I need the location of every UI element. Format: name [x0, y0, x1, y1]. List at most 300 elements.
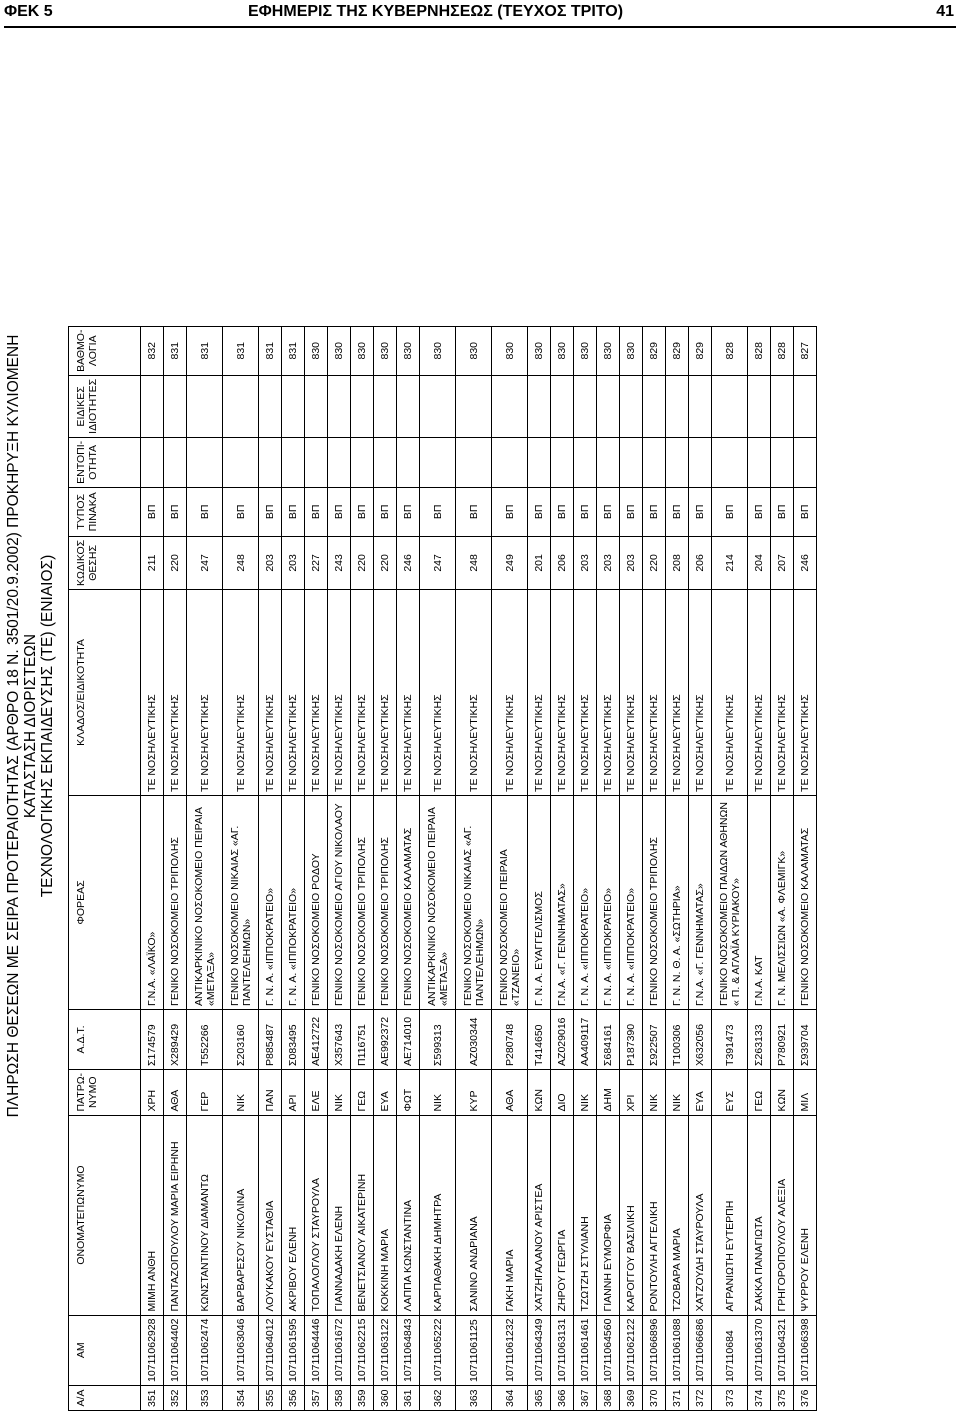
row-adt: ΑΕ992372: [374, 1009, 397, 1069]
row-position-code: 220: [164, 536, 187, 589]
row-patronymic: ΝΙΚ: [666, 1069, 689, 1115]
row-klados: ΤΕ ΝΟΣΗΛΕΥΤΙΚΗΣ: [456, 589, 492, 795]
col-header-special-status: ΕΙΔΙΚΕΣ ΙΔΙΟΤΗΤΕΣ: [69, 375, 141, 437]
row-score: 831: [259, 326, 282, 375]
row-position-code: 203: [282, 536, 305, 589]
row-list-type: ΒΠ: [528, 487, 551, 536]
row-position-code: 220: [374, 536, 397, 589]
row-list-type: ΒΠ: [794, 487, 817, 536]
row-patronymic: ΕΥΣ: [712, 1069, 748, 1115]
row-klados: ΤΕ ΝΟΣΗΛΕΥΤΙΚΗΣ: [282, 589, 305, 795]
row-position-code: 201: [528, 536, 551, 589]
document-title-line-2: ΚΑΤΑΣΤΑΣΗ ΔΙΟΡΙΣΤΕΩΝ: [22, 633, 39, 819]
row-foreas: Γ. Ν. Ν. Θ. Α. «ΣΩΤΗΡΙΑ»: [666, 795, 689, 1009]
row-klados: ΤΕ ΝΟΣΗΛΕΥΤΙΚΗΣ: [620, 589, 643, 795]
row-aa: 374: [748, 1386, 771, 1411]
row-klados: ΤΕ ΝΟΣΗΛΕΥΤΙΚΗΣ: [771, 589, 794, 795]
row-locality: [574, 437, 597, 487]
row-special-status: [492, 375, 528, 437]
row-patronymic: ΦΩΤ: [397, 1069, 420, 1115]
table-row: [666, 326, 689, 1410]
row-patronymic: ΝΙΚ: [643, 1069, 666, 1115]
row-list-type: ΒΠ: [748, 487, 771, 536]
row-klados: ΤΕ ΝΟΣΗΛΕΥΤΙΚΗΣ: [712, 589, 748, 795]
row-locality: [712, 437, 748, 487]
row-adt: ΑΕ714010: [397, 1009, 420, 1069]
row-am: 10711063046: [223, 1315, 259, 1385]
table-row: [328, 326, 351, 1410]
table-row: [164, 326, 187, 1410]
row-foreas: ΓΕΝΙΚΟ ΝΟΣΟΚΟΜΕΙΟ ΤΡΙΠΟΛΗΣ: [374, 795, 397, 1009]
table-row: [259, 326, 282, 1410]
col-header-adt: Α.Δ.Τ.: [69, 1009, 141, 1069]
table-row: [643, 326, 666, 1410]
row-name: ΤΟΠΑΛΟΓΛΟΥ ΣΤΑΥΡΟΥΛΑ: [305, 1115, 328, 1315]
row-adt: Ρ280748: [492, 1009, 528, 1069]
row-patronymic: ΑΡΙ: [282, 1069, 305, 1115]
row-locality: [397, 437, 420, 487]
row-special-status: [597, 375, 620, 437]
row-list-type: ΒΠ: [689, 487, 712, 536]
row-aa: 369: [620, 1386, 643, 1411]
row-score: 830: [397, 326, 420, 375]
row-am: 10711064012: [259, 1315, 282, 1385]
gazette-issue-label: ΦΕΚ 5: [4, 3, 53, 20]
row-special-status: [164, 375, 187, 437]
row-list-type: ΒΠ: [328, 487, 351, 536]
row-name: ΛΟΥΚΑΚΟΥ ΕΥΣΤΑΘΙΑ: [259, 1115, 282, 1315]
row-am: 107110684: [712, 1315, 748, 1385]
row-am: 10711066398: [794, 1315, 817, 1385]
row-position-code: 203: [597, 536, 620, 589]
row-score: 827: [794, 326, 817, 375]
row-score: 830: [620, 326, 643, 375]
table-row: [351, 326, 374, 1410]
row-aa: 373: [712, 1386, 748, 1411]
row-adt: Ρ780921: [771, 1009, 794, 1069]
row-locality: [141, 437, 164, 487]
row-list-type: ΒΠ: [712, 487, 748, 536]
row-list-type: ΒΠ: [620, 487, 643, 536]
row-list-type: ΒΠ: [456, 487, 492, 536]
row-foreas: ΓΕΝΙΚΟ ΝΟΣΟΚΟΜΕΙΟ ΑΓΙΟΥ ΝΙΚΟΛΑΟΥ: [328, 795, 351, 1009]
row-score: 830: [305, 326, 328, 375]
row-special-status: [748, 375, 771, 437]
table-row: [420, 326, 456, 1410]
row-adt: Σ922507: [643, 1009, 666, 1069]
row-position-code: 247: [420, 536, 456, 589]
row-special-status: [420, 375, 456, 437]
col-header-locality: ΕΝΤΟΠΙ- ΟΤΗΤΑ: [69, 437, 141, 487]
col-header-klados: ΚΛΑΔΟΣ/ΕΙΔΙΚΟΤΗΤΑ: [69, 589, 141, 795]
row-foreas: Γ.Ν.Α. «ΛΑΪΚΟ»: [141, 795, 164, 1009]
row-am: 10711064560: [597, 1315, 620, 1385]
row-am: 10711066686: [689, 1315, 712, 1385]
row-list-type: ΒΠ: [351, 487, 374, 536]
row-list-type: ΒΠ: [141, 487, 164, 536]
row-name: ΖΗΡΟΥ ΓΕΩΡΓΙΑ: [551, 1115, 574, 1315]
row-patronymic: ΔΗΜ: [597, 1069, 620, 1115]
row-locality: [420, 437, 456, 487]
row-adt: Χ632056: [689, 1009, 712, 1069]
row-patronymic: ΕΛΕ: [305, 1069, 328, 1115]
row-score: 831: [223, 326, 259, 375]
row-locality: [528, 437, 551, 487]
row-am: 10711063131: [551, 1315, 574, 1385]
row-klados: ΤΕ ΝΟΣΗΛΕΥΤΙΚΗΣ: [223, 589, 259, 795]
row-aa: 366: [551, 1386, 574, 1411]
row-score: 830: [574, 326, 597, 375]
row-klados: ΤΕ ΝΟΣΗΛΕΥΤΙΚΗΣ: [574, 589, 597, 795]
row-patronymic: ΕΥΑ: [374, 1069, 397, 1115]
table-row: [620, 326, 643, 1410]
row-aa: 368: [597, 1386, 620, 1411]
row-list-type: ΒΠ: [374, 487, 397, 536]
row-patronymic: ΔΙΟ: [551, 1069, 574, 1115]
row-name: ΓΙΑΝΝΑΔΑΚΗ ΕΛΕΝΗ: [328, 1115, 351, 1315]
table-row: [771, 326, 794, 1410]
row-special-status: [771, 375, 794, 437]
row-foreas: ΓΕΝΙΚΟ ΝΟΣΟΚΟΜΕΙΟ ΚΑΛΑΜΑΤΑΣ: [397, 795, 420, 1009]
row-locality: [597, 437, 620, 487]
row-list-type: ΒΠ: [597, 487, 620, 536]
gazette-title: ΕΦΗΜΕΡΙΣ ΤΗΣ ΚΥΒΕΡΝΗΣΕΩΣ (ΤΕΥΧΟΣ ΤΡΙΤΟ): [248, 3, 624, 20]
row-locality: [771, 437, 794, 487]
row-am: 10711064349: [528, 1315, 551, 1385]
row-score: 832: [141, 326, 164, 375]
row-locality: [794, 437, 817, 487]
row-foreas: ΓΕΝΙΚΟ ΝΟΣΟΚΟΜΕΙΟ ΝΙΚΑΙΑΣ «ΑΓ. ΠΑΝΤΕΛΕΗΜΩΝ»: [223, 795, 259, 1009]
row-locality: [456, 437, 492, 487]
row-position-code: 206: [689, 536, 712, 589]
row-am: 10711064402: [164, 1315, 187, 1385]
row-aa: 361: [397, 1386, 420, 1411]
col-header-score: ΒΑΘΜΟ- ΛΟΓΙΑ: [69, 326, 141, 375]
table-row: [141, 326, 164, 1410]
row-am: 10711065222: [420, 1315, 456, 1385]
row-special-status: [551, 375, 574, 437]
row-klados: ΤΕ ΝΟΣΗΛΕΥΤΙΚΗΣ: [164, 589, 187, 795]
row-position-code: 203: [620, 536, 643, 589]
row-klados: ΤΕ ΝΟΣΗΛΕΥΤΙΚΗΣ: [305, 589, 328, 795]
row-klados: ΤΕ ΝΟΣΗΛΕΥΤΙΚΗΣ: [328, 589, 351, 795]
table-body: [141, 326, 817, 1410]
row-locality: [492, 437, 528, 487]
row-special-status: [666, 375, 689, 437]
col-header-am: ΑΜ: [69, 1315, 141, 1385]
row-list-type: ΒΠ: [492, 487, 528, 536]
row-patronymic: ΓΕΩ: [351, 1069, 374, 1115]
row-score: 829: [666, 326, 689, 375]
table-row: [574, 326, 597, 1410]
table-row: [374, 326, 397, 1410]
row-am: 10711061461: [574, 1315, 597, 1385]
row-adt: ΑΑ409117: [574, 1009, 597, 1069]
row-name: ΒΑΡΒΑΡΕΣΟΥ ΝΙΚΟΛΙΝΑ: [223, 1115, 259, 1315]
row-position-code: 246: [397, 536, 420, 589]
row-patronymic: ΕΥΑ: [689, 1069, 712, 1115]
row-name: ΑΓΡΑΝΙΩΤΗ ΕΥΤΕΡΠΗ: [712, 1115, 748, 1315]
row-position-code: 204: [748, 536, 771, 589]
row-aa: 356: [282, 1386, 305, 1411]
row-patronymic: ΚΩΝ: [771, 1069, 794, 1115]
row-position-code: 227: [305, 536, 328, 589]
row-foreas: Γ.Ν.Α. ΚΑΤ: [748, 795, 771, 1009]
row-list-type: ΒΠ: [282, 487, 305, 536]
document-title-line-3: ΤΕΧΝΟΛΟΓΙΚΗΣ ΕΚΠΑΙΔΕΥΣΗΣ (ΤΕ) (ΕΝΙΑΙΟΣ): [39, 554, 56, 898]
row-patronymic: ΧΡΙ: [620, 1069, 643, 1115]
row-patronymic: ΝΙΚ: [574, 1069, 597, 1115]
row-list-type: ΒΠ: [164, 487, 187, 536]
row-patronymic: ΚΥΡ: [456, 1069, 492, 1115]
row-special-status: [794, 375, 817, 437]
row-foreas: Γ.Ν.Α. «Γ. ΓΕΝΝΗΜΑΤΑΣ»: [689, 795, 712, 1009]
row-name: ΧΑΤΖΗΓΑΛΑΝΟΥ ΑΡΙΣΤΕΑ: [528, 1115, 551, 1315]
row-foreas: ΓΕΝΙΚΟ ΝΟΣΟΚΟΜΕΙΟ ΠΕΙΡΑΙΑ «ΤΖΑΝΕΙΟ»: [492, 795, 528, 1009]
document-title-block: [5, 36, 56, 1416]
row-adt: Χ289429: [164, 1009, 187, 1069]
row-special-status: [374, 375, 397, 437]
row-foreas: ΓΕΝΙΚΟ ΝΟΣΟΚΟΜΕΙΟ ΡΟΔΟΥ: [305, 795, 328, 1009]
table-row: [597, 326, 620, 1410]
row-special-status: [620, 375, 643, 437]
row-aa: 357: [305, 1386, 328, 1411]
row-aa: 367: [574, 1386, 597, 1411]
row-aa: 352: [164, 1386, 187, 1411]
row-position-code: 243: [328, 536, 351, 589]
row-adt: Χ357643: [328, 1009, 351, 1069]
row-position-code: 211: [141, 536, 164, 589]
row-locality: [666, 437, 689, 487]
row-list-type: ΒΠ: [551, 487, 574, 536]
col-header-aa: Α/Α: [69, 1386, 141, 1411]
row-patronymic: ΠΑΝ: [259, 1069, 282, 1115]
row-score: 830: [456, 326, 492, 375]
row-locality: [328, 437, 351, 487]
row-position-code: 249: [492, 536, 528, 589]
row-foreas: ΓΕΝΙΚΟ ΝΟΣΟΚΟΜΕΙΟ ΤΡΙΠΟΛΗΣ: [351, 795, 374, 1009]
row-list-type: ΒΠ: [305, 487, 328, 536]
row-name: ΓΙΑΝΝΗ ΕΥΜΟΡΦΙΑ: [597, 1115, 620, 1315]
row-patronymic: ΑΘΑ: [492, 1069, 528, 1115]
row-adt: ΑΖ030344: [456, 1009, 492, 1069]
row-klados: ΤΕ ΝΟΣΗΛΕΥΤΙΚΗΣ: [597, 589, 620, 795]
row-score: 830: [420, 326, 456, 375]
row-adt: Ρ885487: [259, 1009, 282, 1069]
row-aa: 360: [374, 1386, 397, 1411]
row-foreas: ΑΝΤΙΚΑΡΚΙΝΙΚΟ ΝΟΣΟΚΟΜΕΙΟ ΠΕΙΡΑΙΑ «ΜΕΤΑΞΑ»: [187, 795, 223, 1009]
table-row: [187, 326, 223, 1410]
row-am: 10711062215: [351, 1315, 374, 1385]
document-title-line-1: ΠΛΗΡΩΣΗ ΘΕΣΕΩΝ ΜΕ ΣΕΙΡΑ ΠΡΟΤΕΡΑΙΟΤΗΤΑΣ (ΑΡΘΡΟ 18 Ν. 3501/20.9.2002) ΠΡΟΚΗΡΥΞΗ ΚΥΛΙΟΜΕΝΗ: [5, 334, 22, 1118]
row-foreas: Γ. Ν. ΜΕΛΙΣΣΙΩΝ «Α. ΦΛΕΜΙΓΚ»: [771, 795, 794, 1009]
row-adt: Π116751: [351, 1009, 374, 1069]
row-special-status: [259, 375, 282, 437]
row-aa: 351: [141, 1386, 164, 1411]
row-aa: 359: [351, 1386, 374, 1411]
row-special-status: [712, 375, 748, 437]
row-list-type: ΒΠ: [643, 487, 666, 536]
row-patronymic: ΝΙΚ: [420, 1069, 456, 1115]
row-name: ΠΑΝΤΑΖΟΠΟΥΛΟΥ ΜΑΡΙΑ ΕΙΡΗΝΗ: [164, 1115, 187, 1315]
row-locality: [351, 437, 374, 487]
row-patronymic: ΧΡΗ: [141, 1069, 164, 1115]
row-score: 830: [374, 326, 397, 375]
row-position-code: 247: [187, 536, 223, 589]
row-name: ΓΡΗΓΟΡΟΠΟΥΛΟΥ ΑΛΕΞΙΑ: [771, 1115, 794, 1315]
row-locality: [620, 437, 643, 487]
page-number: 41: [936, 3, 954, 20]
row-name: ΣΑΝΙΝΟ ΑΝΔΡΙΑΝΑ: [456, 1115, 492, 1315]
row-score: 829: [643, 326, 666, 375]
table-row: [282, 326, 305, 1410]
table-row: [456, 326, 492, 1410]
row-patronymic: ΜΙΛ: [794, 1069, 817, 1115]
row-am: 10711064843: [397, 1315, 420, 1385]
row-score: 831: [164, 326, 187, 375]
row-special-status: [305, 375, 328, 437]
row-klados: ΤΕ ΝΟΣΗΛΕΥΤΙΚΗΣ: [397, 589, 420, 795]
row-score: 828: [771, 326, 794, 375]
row-list-type: ΒΠ: [574, 487, 597, 536]
row-locality: [164, 437, 187, 487]
row-special-status: [456, 375, 492, 437]
row-position-code: 214: [712, 536, 748, 589]
row-score: 828: [748, 326, 771, 375]
row-aa: 354: [223, 1386, 259, 1411]
row-locality: [259, 437, 282, 487]
col-header-position-code: ΚΩΔΙΚΟΣ ΘΕΣΗΣ: [69, 536, 141, 589]
row-adt: Σ174579: [141, 1009, 164, 1069]
row-name: ΛΑΠΠΑ ΚΩΝΣΤΑΝΤΙΝΑ: [397, 1115, 420, 1315]
row-name: ΜΙΜΗ ΑΝΘΗ: [141, 1115, 164, 1315]
row-list-type: ΒΠ: [666, 487, 689, 536]
row-list-type: ΒΠ: [187, 487, 223, 536]
row-list-type: ΒΠ: [420, 487, 456, 536]
row-locality: [187, 437, 223, 487]
row-score: 830: [328, 326, 351, 375]
row-position-code: 220: [351, 536, 374, 589]
row-position-code: 206: [551, 536, 574, 589]
row-list-type: ΒΠ: [397, 487, 420, 536]
row-locality: [374, 437, 397, 487]
table-row: [223, 326, 259, 1410]
row-name: ΨΥΡΡΟΥ ΕΛΕΝΗ: [794, 1115, 817, 1315]
row-special-status: [351, 375, 374, 437]
row-score: 831: [187, 326, 223, 375]
row-position-code: 246: [794, 536, 817, 589]
rotated-landscape-page: [0, 36, 960, 1416]
row-list-type: ΒΠ: [259, 487, 282, 536]
table-row: [492, 326, 528, 1410]
row-adt: Τ391473: [712, 1009, 748, 1069]
row-foreas: ΓΕΝΙΚΟ ΝΟΣΟΚΟΜΕΙΟ ΤΡΙΠΟΛΗΣ: [164, 795, 187, 1009]
row-am: 10711061370: [748, 1315, 771, 1385]
row-aa: 372: [689, 1386, 712, 1411]
table-row: [794, 326, 817, 1410]
row-name: ΓΑΚΗ ΜΑΡΙΑ: [492, 1115, 528, 1315]
row-score: 830: [492, 326, 528, 375]
gazette-page-header: [0, 0, 960, 28]
col-header-foreas: ΦΟΡΕΑΣ: [69, 795, 141, 1009]
row-patronymic: ΚΩΝ: [528, 1069, 551, 1115]
row-position-code: 248: [223, 536, 259, 589]
row-am: 10711061595: [282, 1315, 305, 1385]
row-klados: ΤΕ ΝΟΣΗΛΕΥΤΙΚΗΣ: [528, 589, 551, 795]
row-aa: 371: [666, 1386, 689, 1411]
row-name: ΤΖΩΤΖΗ ΣΤΥΛΙΑΝΗ: [574, 1115, 597, 1315]
row-foreas: ΓΕΝΙΚΟ ΝΟΣΟΚΟΜΕΙΟ ΤΡΙΠΟΛΗΣ: [643, 795, 666, 1009]
row-klados: ΤΕ ΝΟΣΗΛΕΥΤΙΚΗΣ: [141, 589, 164, 795]
row-adt: Τ100306: [666, 1009, 689, 1069]
row-foreas: Γ. Ν. Α. «ΙΠΠΟΚΡΑΤΕΙΟ»: [620, 795, 643, 1009]
row-name: ΚΟΚΚΙΝΗ ΜΑΡΙΑ: [374, 1115, 397, 1315]
row-klados: ΤΕ ΝΟΣΗΛΕΥΤΙΚΗΣ: [420, 589, 456, 795]
table-row: [712, 326, 748, 1410]
row-special-status: [223, 375, 259, 437]
row-klados: ΤΕ ΝΟΣΗΛΕΥΤΙΚΗΣ: [187, 589, 223, 795]
row-am: 10711064446: [305, 1315, 328, 1385]
table-header-row: [69, 326, 141, 1410]
row-name: ΡΟΝΤΟΥΛΗ ΑΓΓΕΛΙΚΗ: [643, 1115, 666, 1315]
row-locality: [282, 437, 305, 487]
row-score: 830: [551, 326, 574, 375]
row-score: 830: [597, 326, 620, 375]
row-aa: 365: [528, 1386, 551, 1411]
row-name: ΣΑΚΚΑ ΠΑΝΑΓΙΩΤΑ: [748, 1115, 771, 1315]
row-locality: [689, 437, 712, 487]
row-position-code: 220: [643, 536, 666, 589]
row-locality: [551, 437, 574, 487]
row-score: 830: [528, 326, 551, 375]
row-locality: [643, 437, 666, 487]
table-row: [305, 326, 328, 1410]
row-aa: 353: [187, 1386, 223, 1411]
row-klados: ΤΕ ΝΟΣΗΛΕΥΤΙΚΗΣ: [643, 589, 666, 795]
row-aa: 362: [420, 1386, 456, 1411]
row-name: ΚΑΡΟΓΓΟΥ ΒΑΣΙΛΙΚΗ: [620, 1115, 643, 1315]
row-special-status: [574, 375, 597, 437]
row-foreas: ΓΕΝΙΚΟ ΝΟΣΟΚΟΜΕΙΟ ΝΙΚΑΙΑΣ «ΑΓ. ΠΑΝΤΕΛΕΗΜΩΝ»: [456, 795, 492, 1009]
row-foreas: ΑΝΤΙΚΑΡΚΙΝΙΚΟ ΝΟΣΟΚΟΜΕΙΟ ΠΕΙΡΑΙΑ «ΜΕΤΑΞΑ»: [420, 795, 456, 1009]
row-am: 10711061125: [456, 1315, 492, 1385]
row-foreas: ΓΕΝΙΚΟ ΝΟΣΟΚΟΜΕΙΟ ΚΑΛΑΜΑΤΑΣ: [794, 795, 817, 1009]
table-row: [689, 326, 712, 1410]
row-am: 10711061672: [328, 1315, 351, 1385]
row-patronymic: ΝΙΚ: [328, 1069, 351, 1115]
table-row: [748, 326, 771, 1410]
table-row: [397, 326, 420, 1410]
row-special-status: [528, 375, 551, 437]
row-locality: [748, 437, 771, 487]
row-klados: ΤΕ ΝΟΣΗΛΕΥΤΙΚΗΣ: [551, 589, 574, 795]
row-aa: 355: [259, 1386, 282, 1411]
row-adt: Σ203160: [223, 1009, 259, 1069]
row-patronymic: ΝΙΚ: [223, 1069, 259, 1115]
row-name: ΧΑΤΖΟΥΔΗ ΣΤΑΥΡΟΥΛΑ: [689, 1115, 712, 1315]
row-score: 829: [689, 326, 712, 375]
row-am: 10711062122: [620, 1315, 643, 1385]
row-aa: 363: [456, 1386, 492, 1411]
row-position-code: 248: [456, 536, 492, 589]
row-patronymic: ΑΘΑ: [164, 1069, 187, 1115]
row-foreas: Γ. Ν. Α. «ΙΠΠΟΚΡΑΤΕΙΟ»: [259, 795, 282, 1009]
row-adt: ΑΕ412722: [305, 1009, 328, 1069]
col-header-list-type: ΤΥΠΟΣ ΠΙΝΑΚΑ: [69, 487, 141, 536]
row-aa: 376: [794, 1386, 817, 1411]
row-foreas: Γ.Ν.Α. «Γ. ΓΕΝΝΗΜΑΤΑΣ»: [551, 795, 574, 1009]
row-am: 10711062474: [187, 1315, 223, 1385]
